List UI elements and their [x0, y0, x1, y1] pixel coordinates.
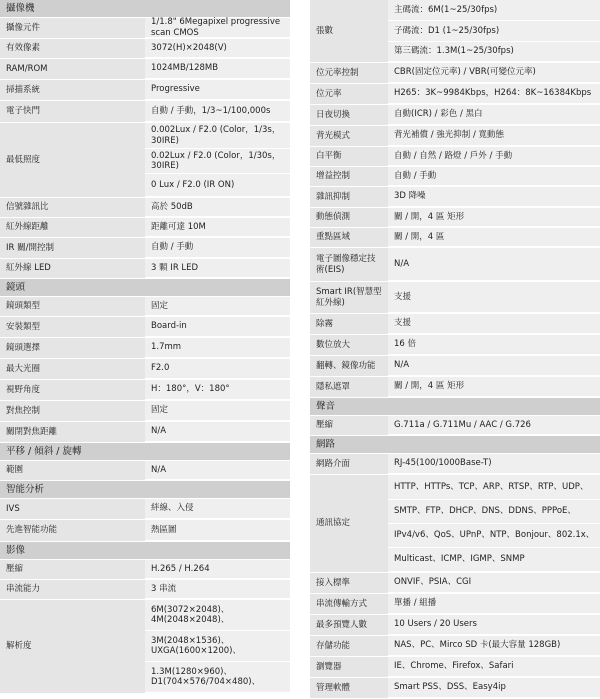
- spec-value: 第三碼流：1.3M(1~25/30fps): [388, 42, 600, 62]
- spec-label: 翻轉、鏡像功能: [310, 356, 388, 377]
- spec-row: [0, 39, 290, 59]
- spec-value: 主碼流：6M(1~25/30fps): [388, 0, 600, 21]
- spec-label: 白平衡: [310, 147, 388, 167]
- spec-row: [310, 678, 600, 699]
- spec-label: 安裝類型: [0, 317, 145, 338]
- spec-value: H265：3K~9984Kbps，H264：8K~16384Kbps: [388, 84, 600, 104]
- spec-row: [0, 359, 290, 380]
- spec-table-left: [0, 0, 290, 694]
- spec-value: 自動 / 自然 / 路燈 / 戶外 / 手動: [388, 147, 600, 166]
- spec-row: [310, 126, 600, 147]
- spec-value: 固定: [145, 401, 290, 421]
- spec-value-cell: [388, 416, 600, 436]
- spec-value-cell: [145, 18, 290, 39]
- section-header: [0, 279, 290, 297]
- spec-row: [310, 454, 600, 475]
- spec-value: 支援: [388, 314, 600, 334]
- section-title: 智能分析: [0, 481, 290, 499]
- spec-value: H：180°，V：180°: [145, 380, 290, 400]
- spec-row: [310, 475, 600, 573]
- spec-row: [310, 208, 600, 228]
- section-title: 平移 / 傾斜 / 旋轉: [0, 443, 290, 461]
- spec-value: 0 Lux / F2.0 (IR ON): [145, 174, 290, 197]
- spec-value: 10 Users / 20 Users: [388, 615, 600, 635]
- spec-value: NAS、PC、Mirco SD 卡(最大容量 128GB): [388, 636, 600, 656]
- spec-value-cell: [145, 338, 290, 359]
- spec-value: Board-in: [145, 317, 290, 337]
- spec-value: 自動(ICR) / 彩色 / 黑白: [388, 105, 600, 125]
- spec-value: 1/1.8" 6Megapixel progressive scan CMOS: [145, 18, 290, 38]
- spec-value: ONVIF、PSIA、CGI: [388, 573, 600, 593]
- spec-label: 存儲功能: [310, 636, 388, 657]
- spec-value: 1.7mm: [145, 338, 290, 358]
- spec-value: 16 倍: [388, 335, 600, 355]
- spec-value: H.265 / H.264: [145, 560, 290, 579]
- spec-value: SMTP、FTP、DHCP、DNS、DDNS、PPPoE、: [388, 500, 600, 524]
- spec-row: [310, 615, 600, 636]
- spec-row: [0, 80, 290, 101]
- spec-row: [310, 573, 600, 594]
- spec-label: IVS: [0, 499, 145, 520]
- spec-value: HTTP、HTTPs、TCP、ARP、RTSP、RTP、UDP、: [388, 475, 600, 500]
- spec-label: 重點區域: [310, 228, 388, 248]
- spec-label: 數位放大: [310, 335, 388, 356]
- spec-row: [310, 416, 600, 436]
- spec-row: [310, 335, 600, 356]
- section-title: 聲音: [310, 398, 600, 416]
- spec-row: [0, 560, 290, 580]
- spec-label: 最大光圈: [0, 359, 145, 380]
- spec-value-cell: [388, 678, 600, 699]
- spec-row: [0, 238, 290, 259]
- spec-row: [0, 580, 290, 600]
- spec-label: 最多預覽人數: [310, 615, 388, 636]
- spec-value: 絆線、入侵: [145, 499, 290, 519]
- spec-row: [0, 123, 290, 198]
- spec-column-right: [310, 0, 600, 699]
- spec-value-cell: [388, 657, 600, 678]
- spec-value: 支援: [388, 282, 600, 313]
- spec-row: [310, 63, 600, 84]
- spec-label: 掃描系統: [0, 80, 145, 101]
- spec-value: 6M(3072×2048)、4M(2048×2048)、: [145, 600, 290, 631]
- spec-value-cell: [388, 335, 600, 356]
- spec-value: 1024MB/128MB: [145, 59, 290, 79]
- spec-label: 對焦控制: [0, 401, 145, 422]
- spec-value: 單播 / 組播: [388, 594, 600, 614]
- spec-label: 串流傳輸方式: [310, 594, 388, 615]
- section-title: 網路: [310, 436, 600, 454]
- spec-value: 3 顆 IR LED: [145, 259, 290, 278]
- spec-value: IPv4/v6、QoS、UPnP、NTP、Bonjour、802.1x、: [388, 524, 600, 548]
- spec-value: 0.002Lux / F2.0 (Color，1/3s，30IRE): [145, 123, 290, 149]
- spec-value-cell: [388, 314, 600, 335]
- spec-label: 網路介面: [310, 454, 388, 475]
- spec-label: 關閉對焦距離: [0, 422, 145, 443]
- spec-label: 增益控制: [310, 167, 388, 187]
- spec-value: 自動 / 手動: [388, 167, 600, 186]
- spec-value: N/A: [388, 248, 600, 281]
- spec-row: [0, 18, 290, 39]
- spec-row: [0, 259, 290, 279]
- spec-value-cell: [388, 377, 600, 398]
- spec-value-cell: [388, 228, 600, 248]
- spec-table-right: [310, 0, 600, 699]
- spec-label: 日夜切換: [310, 105, 388, 126]
- spec-value-cell: [145, 359, 290, 380]
- spec-label: 通訊協定: [310, 475, 388, 573]
- spec-row: [0, 422, 290, 443]
- spec-label: 紅外線距離: [0, 218, 145, 238]
- spec-value-cell: [388, 126, 600, 147]
- spec-value: 自動 / 手動: [145, 238, 290, 258]
- spec-value-cell: [145, 238, 290, 259]
- section-header: [310, 436, 600, 454]
- spec-label: 視野角度: [0, 380, 145, 401]
- spec-label: 鏡頭類型: [0, 297, 145, 317]
- spec-label: 範圍: [0, 461, 145, 481]
- spec-value: N/A: [145, 422, 290, 442]
- spec-value-cell: [145, 499, 290, 520]
- spec-value: G.711a / G.711Mu / AAC / G.726: [388, 416, 600, 435]
- spec-label: 瀏覽器: [310, 657, 388, 678]
- spec-value-cell: [388, 187, 600, 208]
- spec-value: Multicast、ICMP、IGMP、SNMP: [388, 548, 600, 572]
- spec-value-cell: [145, 198, 290, 218]
- spec-value: 背光補償 / 強光抑制 / 寬動態: [388, 126, 600, 146]
- spec-row: [0, 461, 290, 481]
- spec-label: 攝像元件: [0, 18, 145, 39]
- spec-row: [310, 228, 600, 248]
- spec-value-cell: [388, 0, 600, 63]
- spec-value-cell: [145, 297, 290, 317]
- spec-label: 紅外線 LED: [0, 259, 145, 279]
- spec-value: 自動 / 手動，1/3~1/100,000s: [145, 101, 290, 122]
- spec-row: [310, 377, 600, 398]
- spec-label: 隱私遮罩: [310, 377, 388, 398]
- spec-value-cell: [388, 208, 600, 228]
- section-title: 影像: [0, 542, 290, 560]
- spec-row: [310, 594, 600, 615]
- spec-row: [310, 167, 600, 187]
- section-title: 攝像機: [0, 0, 290, 18]
- spec-row: [310, 282, 600, 314]
- spec-label: 動態偵測: [310, 208, 388, 228]
- spec-value: 3072(H)×2048(V): [145, 39, 290, 58]
- spec-value: 子碼流：D1 (1~25/30fps): [388, 21, 600, 42]
- spec-value-cell: [145, 380, 290, 401]
- section-title: 鏡頭: [0, 279, 290, 297]
- spec-row: [0, 297, 290, 317]
- spec-value: 關 / 開，4 區: [388, 228, 600, 247]
- spec-row: [310, 84, 600, 105]
- spec-value: IE、Chrome、Firefox、Safari: [388, 657, 600, 677]
- spec-value: 固定: [145, 297, 290, 316]
- section-header: [0, 0, 290, 18]
- spec-value-cell: [388, 63, 600, 84]
- spec-value-cell: [388, 248, 600, 282]
- spec-value: 3 串流: [145, 580, 290, 599]
- spec-column-left: [0, 0, 290, 694]
- spec-value-cell: [145, 580, 290, 600]
- spec-value: 關 / 開，4 區 矩形: [388, 208, 600, 227]
- spec-value-cell: [388, 282, 600, 314]
- spec-label: 串流能力: [0, 580, 145, 600]
- spec-value-cell: [388, 615, 600, 636]
- section-header: [310, 398, 600, 416]
- spec-value: 關 / 開，4 區 矩形: [388, 377, 600, 397]
- spec-value-cell: [145, 80, 290, 101]
- spec-label: 位元率: [310, 84, 388, 105]
- section-header: [0, 443, 290, 461]
- spec-row: [310, 187, 600, 208]
- spec-value-cell: [145, 59, 290, 80]
- spec-value-cell: [145, 101, 290, 123]
- spec-value-cell: [145, 39, 290, 59]
- spec-value-cell: [388, 84, 600, 105]
- spec-value: 0.02Lux / F2.0 (Color，1/30s，30IRE): [145, 149, 290, 174]
- spec-row: [0, 499, 290, 520]
- spec-value-cell: [388, 636, 600, 657]
- spec-value-cell: [388, 573, 600, 594]
- spec-row: [0, 600, 290, 694]
- spec-label: 接入標準: [310, 573, 388, 594]
- spec-row: [0, 338, 290, 359]
- spec-row: [310, 356, 600, 377]
- spec-label: 解析度: [0, 600, 145, 694]
- spec-row: [310, 314, 600, 335]
- spec-label: 先進智能功能: [0, 520, 145, 542]
- spec-row: [0, 401, 290, 422]
- spec-value: 1.3M(1280×960)、D1(704×576/704×480)、: [145, 662, 290, 693]
- spec-value-cell: [145, 422, 290, 443]
- spec-value-cell: [388, 356, 600, 377]
- spec-value-cell: [145, 123, 290, 198]
- spec-value-cell: [388, 147, 600, 167]
- spec-label: 管理軟體: [310, 678, 388, 699]
- spec-row: [310, 0, 600, 63]
- spec-value-cell: [145, 317, 290, 338]
- spec-label: 位元率控制: [310, 63, 388, 84]
- spec-value-cell: [388, 105, 600, 126]
- spec-value-cell: [388, 475, 600, 573]
- spec-row: [310, 147, 600, 167]
- spec-value-cell: [145, 520, 290, 542]
- spec-row: [310, 105, 600, 126]
- spec-label: 電子快門: [0, 101, 145, 123]
- spec-label: 信號雜訊比: [0, 198, 145, 218]
- spec-label: 壓縮: [0, 560, 145, 580]
- spec-value: 3M(2048×1536)、UXGA(1600×1200)、: [145, 631, 290, 662]
- spec-label: IR 關/開控制: [0, 238, 145, 259]
- spec-row: [310, 636, 600, 657]
- spec-value: F2.0: [145, 359, 290, 379]
- spec-label: 壓縮: [310, 416, 388, 436]
- spec-label: Smart IR(智慧型紅外線): [310, 282, 388, 314]
- spec-row: [0, 101, 290, 123]
- spec-value-cell: [145, 600, 290, 694]
- spec-value-cell: [388, 454, 600, 475]
- spec-row: [310, 248, 600, 282]
- spec-row: [0, 380, 290, 401]
- spec-label: 電子圖像穩定技術(EIS): [310, 248, 388, 282]
- spec-value: 3D 降噪: [388, 187, 600, 207]
- spec-value-cell: [145, 461, 290, 481]
- spec-row: [0, 198, 290, 218]
- spec-value-cell: [145, 218, 290, 238]
- spec-label: 除霧: [310, 314, 388, 335]
- spec-value: N/A: [388, 356, 600, 376]
- spec-label: 背光模式: [310, 126, 388, 147]
- section-header: [0, 481, 290, 499]
- spec-value: N/A: [145, 461, 290, 480]
- spec-value: Smart PSS、DSS、Easy4ip: [388, 678, 600, 698]
- spec-value: 距離可達 10M: [145, 218, 290, 237]
- spec-label: 張數: [310, 0, 388, 63]
- spec-row: [310, 657, 600, 678]
- spec-row: [0, 59, 290, 80]
- spec-row: [0, 218, 290, 238]
- spec-label: RAM/ROM: [0, 59, 145, 80]
- spec-label: 雜訊抑制: [310, 187, 388, 208]
- spec-value-cell: [145, 401, 290, 422]
- spec-label: 鏡頭選擇: [0, 338, 145, 359]
- spec-value-cell: [388, 167, 600, 187]
- spec-row: [0, 317, 290, 338]
- spec-row: [0, 520, 290, 542]
- spec-value: CBR(固定位元率) / VBR(可變位元率): [388, 63, 600, 83]
- spec-value-cell: [388, 594, 600, 615]
- spec-value: 高於 50dB: [145, 198, 290, 217]
- spec-value-cell: [145, 259, 290, 279]
- spec-label: 最低照度: [0, 123, 145, 198]
- section-header: [0, 542, 290, 560]
- spec-label: 有效像素: [0, 39, 145, 59]
- spec-value-cell: [145, 560, 290, 580]
- spec-value: Progressive: [145, 80, 290, 100]
- spec-value: 熱區圖: [145, 520, 290, 541]
- spec-value: RJ-45(100/1000Base-T): [388, 454, 600, 474]
